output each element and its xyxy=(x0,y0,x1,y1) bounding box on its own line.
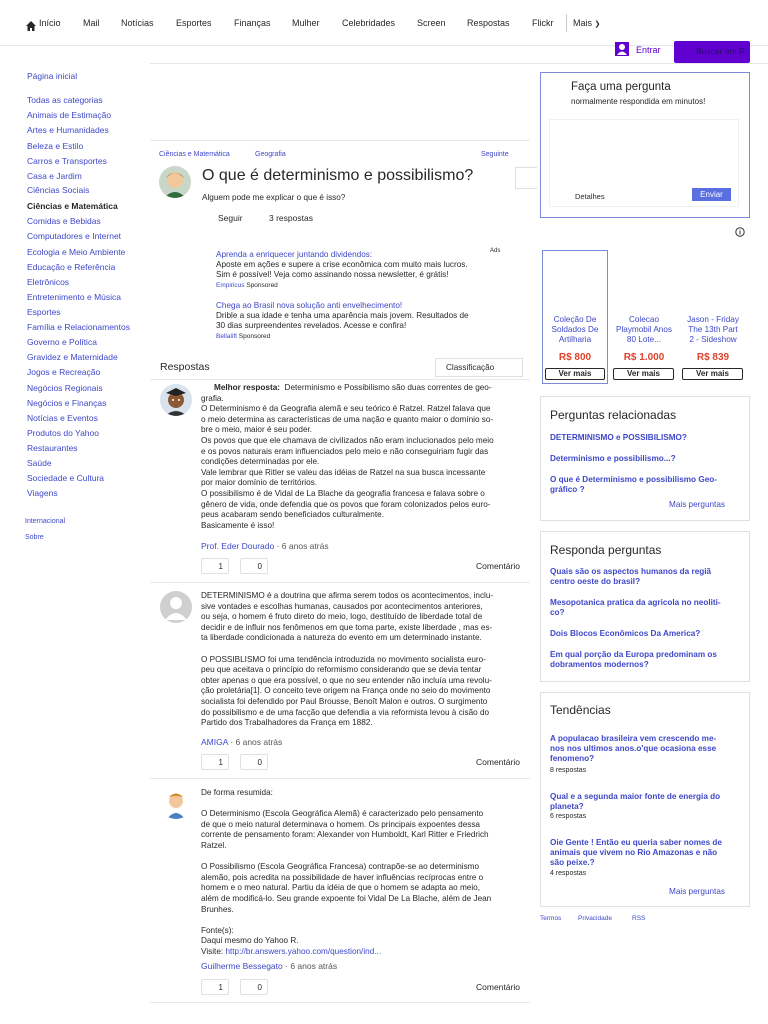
open-question[interactable] xyxy=(550,567,740,587)
product-2-more-button[interactable] xyxy=(613,368,674,380)
thumbs-up-count: 1 xyxy=(218,983,223,992)
open-question-line: Dois Blocos Econômicos Da America? xyxy=(550,629,701,638)
answer-1-line xyxy=(201,383,523,394)
sidebar-item-category[interactable]: Viagens xyxy=(27,488,58,498)
sidebar-item-category[interactable]: Ecologia e Meio Ambiente xyxy=(27,247,126,257)
answer-3-line: Fonte(s): xyxy=(201,925,234,935)
answer-3-line: Daqui mesmo do Yahoo R. xyxy=(201,936,299,946)
open-question[interactable] xyxy=(550,598,740,618)
trending-question-line: fenomeno? xyxy=(550,754,595,763)
answer-2-time: · 6 anos atrás xyxy=(230,737,283,747)
answer-3-author-link[interactable]: Guilherme Bessegato xyxy=(201,961,283,971)
answer-divider xyxy=(150,582,530,583)
answer-2-thumbs-down[interactable] xyxy=(240,754,268,770)
question-title: O que é determinismo e possibilismo? xyxy=(202,167,474,184)
answer-2-line: obter apenas o que era possível, o que no seu entender não incluía uma revolu- xyxy=(201,675,492,685)
ad-1-text-2: Sim é possível! Veja como assinando nossa newsletter, é grátis! xyxy=(216,270,449,279)
sidebar-item-category[interactable]: Todas as categorias xyxy=(27,95,103,105)
answer-2-author-link[interactable]: AMIGA xyxy=(201,737,228,747)
visit-label: Visite: xyxy=(201,946,226,956)
trending-question-line: Qual e a segunda maior fonte de energia do xyxy=(550,792,721,801)
answer-3-text xyxy=(201,788,523,958)
follow-category-link[interactable]: Seguinte xyxy=(481,151,509,158)
answer-1-line: grafia. xyxy=(201,393,224,403)
answer-3-line xyxy=(201,852,523,863)
nav-screen[interactable]: Screen xyxy=(417,18,446,28)
answer-1-text xyxy=(201,383,523,531)
info-icon[interactable] xyxy=(735,224,745,234)
product-1-name-line: Soldados De xyxy=(551,325,599,334)
open-question-line: centro oeste do brasil? xyxy=(550,577,641,586)
product-2-name-line: Colecao xyxy=(628,315,660,324)
answer-3-thumbs-up[interactable] xyxy=(201,979,229,995)
related-title: Perguntas relacionadas xyxy=(550,408,677,422)
ad-2-source-name: Bellalift xyxy=(216,333,237,340)
answer-3-line xyxy=(201,915,523,926)
sidebar-item-category[interactable]: Governo e Política xyxy=(27,337,97,347)
answer-1-comment[interactable]: Comentário xyxy=(476,561,520,571)
related-question[interactable] xyxy=(550,454,740,464)
answer-3-line: O Possibilismo (Escola Geográfica Francesa) contrapõe-se ao determinismo xyxy=(201,862,480,872)
open-question-line: Quais são os aspectos humanos da regiã xyxy=(550,567,712,576)
answer-1-line-0: Determinismo e Possibilismo são duas correntes de geo- xyxy=(284,383,492,392)
trending-question-line: são peixe.? xyxy=(550,858,595,867)
answer-1-author xyxy=(201,541,329,551)
sidebar-item-category[interactable]: Carros e Transportes xyxy=(27,156,107,166)
product-1-price: R$ 800 xyxy=(558,352,592,363)
open-question-line: Em qual porção da Europa predominam os xyxy=(550,650,717,659)
asker-avatar xyxy=(159,166,191,198)
product-1-more-label: Ver mais xyxy=(558,369,592,378)
nav-mail[interactable]: Mail xyxy=(83,18,100,28)
answer-2-line: do possibilismo e de uma facção que defendia a via reformista levou à cisão do xyxy=(201,707,490,717)
thumbs-up-count: 1 xyxy=(218,758,223,767)
send-button[interactable] xyxy=(692,188,731,201)
answer-2-line: sive vontades e escolhas humanas, causados por acontecimentos anteriores, xyxy=(201,601,483,611)
open-question-line: co? xyxy=(550,608,565,617)
trending-more-link[interactable]: Mais perguntas xyxy=(669,887,725,896)
trending-answer-count: 4 respostas xyxy=(550,870,587,877)
sidebar-item-category[interactable]: Família e Relacionamentos xyxy=(27,322,130,332)
thumbs-down-count: 0 xyxy=(257,562,262,571)
nav-more[interactable] xyxy=(573,18,600,28)
answer-1-line: condições determinadas por ele. xyxy=(201,457,320,467)
trending-question-line: animais que vivem no Rio Amazonas e não xyxy=(550,848,718,857)
product-3-name-line: Jason - Friday xyxy=(687,315,739,324)
sidebar-item-international[interactable]: Internacional xyxy=(25,518,66,525)
answer-2-avatar xyxy=(160,591,192,623)
product-1-name-line: Artilharia xyxy=(558,335,592,344)
sidebar-item-category[interactable]: Animais de Estimação xyxy=(27,110,112,120)
signin-link[interactable]: Entrar xyxy=(636,45,661,55)
answer-1-line: peus acabaram sendo beneficiados culturalmente. xyxy=(201,510,384,520)
answer-2-line: DETERMINISMO é a doutrina que afirma serem todos os acontecimentos, inclu- xyxy=(201,591,494,600)
ad-1-title[interactable]: Aprenda a enriquecer juntando dividendos: xyxy=(216,250,373,259)
trending-title: Tendências xyxy=(550,703,611,717)
answer-1-thumbs-up[interactable] xyxy=(201,558,229,574)
trending-question[interactable] xyxy=(550,838,740,868)
sidebar-item-category[interactable]: Negócios Regionais xyxy=(27,383,103,393)
open-question-line: dobramentos modernos? xyxy=(550,660,649,669)
sort-select-label: Classificação xyxy=(446,363,495,372)
search-button-label: Buscar em R xyxy=(696,46,746,56)
answer-1-line: Vale lembrar que Ritler se valeu das idéias de Ratzel na sua busca incessante xyxy=(201,467,486,477)
sidebar xyxy=(0,46,150,1024)
footer-rss[interactable]: RSS xyxy=(632,915,646,922)
answer-3-comment[interactable]: Comentário xyxy=(476,982,520,992)
footer-privacy[interactable]: Privacidade xyxy=(578,915,612,922)
answer-1-time: · 6 anos atrás xyxy=(276,541,329,551)
sidebar-item-category[interactable]: Comidas e Bebidas xyxy=(27,216,101,226)
nav-celebridades[interactable]: Celebridades xyxy=(342,18,396,28)
source-link[interactable]: http://br.answers.yahoo.com/question/ind... xyxy=(225,946,382,956)
answer-1-thumbs-down[interactable] xyxy=(240,558,268,574)
product-1-name[interactable] xyxy=(543,315,607,345)
product-1-name-line: Coleção De xyxy=(553,315,597,324)
answer-2-line: ou seja, o homem é fruto direto do meio, logo, destituído de liberdade total de xyxy=(201,612,483,622)
sidebar-item-category[interactable]: Educação e Referência xyxy=(27,262,116,272)
related-question-line: O que é Determinismo e possibilismo Geo- xyxy=(550,475,717,484)
nav-divider xyxy=(566,14,567,32)
sidebar-item-category[interactable]: Eletrônicos xyxy=(27,277,70,287)
nav-respostas[interactable]: Respostas xyxy=(467,18,510,28)
ad-area-divider xyxy=(150,140,530,141)
product-3-price: R$ 839 xyxy=(696,352,730,363)
product-3-more-button[interactable] xyxy=(682,368,743,380)
question-body: Alguem pode me explicar o que é isso? xyxy=(202,193,346,202)
sidebar-item-category[interactable]: Artes e Humanidades xyxy=(27,125,109,135)
trending-question-line: nos nos ultimos anos.o'que ocasiona esse xyxy=(550,744,717,753)
answer-3-thumbs-down[interactable] xyxy=(240,979,268,995)
trending-question-line: planeta? xyxy=(550,802,584,811)
sidebar-item-category[interactable]: Entretenimento e Música xyxy=(27,292,122,302)
answer-3-line: O Determinismo (Escola Geográfica Alemã) é caracterizado pelo pensamento xyxy=(201,809,484,819)
related-question-line: gráfico ? xyxy=(550,485,585,494)
sort-select[interactable] xyxy=(435,358,523,377)
answer-3-avatar xyxy=(160,787,192,819)
product-2-more-label: Ver mais xyxy=(627,369,660,378)
ad-1-sponsored: Sponsored xyxy=(246,282,278,289)
ad-2-text-1: Drible a sua idade e tenha uma aparência mais jovem. Resultados de xyxy=(216,311,469,320)
product-3-name-line: The 13th Part xyxy=(688,325,738,334)
search-button[interactable] xyxy=(674,41,750,63)
answer-2-line: Partido dos Trabalhadores da França em 1882. xyxy=(201,718,373,728)
answer-3-line: corrente de pensamento foram: Alexander von Humboldt, Karl Ritter e Friedrich xyxy=(201,830,489,840)
thumbs-down-count: 0 xyxy=(257,983,262,992)
answer-1-line: Os povos que que ele chamava de civilizados não eram inclucionados pelo meio xyxy=(201,435,494,445)
ad-2-title[interactable]: Chega ao Brasil nova solução anti envelhecimento! xyxy=(216,301,403,310)
related-question[interactable] xyxy=(550,433,740,443)
answer-2-line: ção proletária[1]. O conceito teve origem na França onde no seio do movimento xyxy=(201,686,491,696)
thumbs-down-count: 0 xyxy=(257,758,262,767)
trending-question-line: A populacao brasileira vem crescendo me- xyxy=(550,734,717,743)
sidebar-item-category[interactable]: Computadores e Internet xyxy=(27,231,122,241)
product-2-price: R$ 1.000 xyxy=(623,352,665,363)
trending-question-line: Oie Gente ! Então eu queria saber nomes de xyxy=(550,838,722,847)
sidebar-item-category[interactable]: Gravidez e Maternidade xyxy=(27,352,118,362)
share-box[interactable] xyxy=(515,167,537,189)
sidebar-item-about[interactable]: Sobre xyxy=(25,534,44,541)
nav-flickr[interactable]: Flickr xyxy=(532,18,554,28)
open-question-line: Mesopotanica pratica da agricola no neoliti- xyxy=(550,598,721,607)
ads-label: Ads xyxy=(490,248,501,254)
sidebar-item-category[interactable]: Notícias e Eventos xyxy=(27,413,98,423)
answer-1-avatar xyxy=(160,384,192,416)
nav-mulher[interactable]: Mulher xyxy=(292,18,320,28)
follow-button[interactable]: Seguir xyxy=(218,213,243,223)
answer-3-line: Ratzel. xyxy=(201,840,227,850)
details-link[interactable]: Detalhes xyxy=(575,192,605,201)
ad-2-text-2: 30 dias surpreendentes revelados. Acesse e confira! xyxy=(216,321,407,330)
answer-3-visit xyxy=(201,947,523,958)
sidebar-item-home[interactable]: Página inicial xyxy=(27,71,78,81)
answer-2-line: socialista foi defendido por Paul Brousse, Benoît Malon e outros. O surgimento xyxy=(201,696,488,706)
answer-1-line: bre o meio, maior é seu poder. xyxy=(201,425,313,435)
related-more-link[interactable]: Mais perguntas xyxy=(669,500,725,509)
answer-3-line: além de modificá-lo. Seu grande expoente foi Vidal De La Blache, além de Jean xyxy=(201,893,492,903)
sidebar-item-category[interactable]: Casa e Jardim xyxy=(27,171,82,181)
trending-question[interactable] xyxy=(550,734,740,764)
sidebar-item-category[interactable]: Ciências Sociais xyxy=(27,185,90,195)
nav-esportes[interactable]: Esportes xyxy=(176,18,212,28)
product-3-name[interactable] xyxy=(680,315,746,345)
answer-1-author-link[interactable]: Prof. Eder Dourado xyxy=(201,541,275,551)
sidebar-item-category[interactable]: Esportes xyxy=(27,307,61,317)
sidebar-item-category[interactable]: Saúde xyxy=(27,458,52,468)
thumbs-up-count: 1 xyxy=(218,562,223,571)
product-3-name-line: 2 - Sideshow xyxy=(689,335,737,344)
open-question[interactable] xyxy=(550,629,740,639)
sidebar-item-category[interactable]: Beleza e Estilo xyxy=(27,141,84,151)
footer-terms[interactable]: Termos xyxy=(540,915,562,922)
answers-divider xyxy=(150,379,530,380)
breadcrumb-subcategory[interactable]: Geografia xyxy=(255,151,286,158)
answer-2-line: ta liberdade condicionada a natureza do evento em um determinado instante. xyxy=(201,633,482,643)
answer-3-line: Brunhes. xyxy=(201,904,234,914)
answer-3-line xyxy=(201,799,523,810)
related-question[interactable] xyxy=(550,475,740,495)
nav-inicio[interactable]: Início xyxy=(39,18,61,28)
answer-1-line: o meio determina as características de uma nação e quanto maior o domínio so- xyxy=(201,414,494,424)
product-3-more-label: Ver mais xyxy=(696,369,729,378)
answer-2-line: peu que aceitava o princípio do reformismo considerando que se devia tentar xyxy=(201,665,482,675)
sidebar-item-category[interactable]: Ciências e Matemática xyxy=(27,201,118,211)
answer-2-line: decidir e de influir nos fenômenos em que toma parte, existe liberdade , mas es- xyxy=(201,622,493,632)
ad-1-source-name: Empiricus xyxy=(216,282,245,289)
ad-1-source xyxy=(216,282,278,289)
ask-title: Faça uma pergunta xyxy=(571,81,671,93)
answer-2-thumbs-up[interactable] xyxy=(201,754,229,770)
answers-count: 3 respostas xyxy=(269,213,313,223)
answer-divider xyxy=(150,778,530,779)
answer-questions-title: Responda perguntas xyxy=(550,543,662,557)
answer-1-line: O possibilismo é de Vidal de La Blache da geografia francesa e falava sobre o xyxy=(201,488,485,498)
answer-1-line: gênero de vida, onde defendia que os povos que foram colonizados pelos euro- xyxy=(201,499,491,509)
trending-answer-count: 8 respostas xyxy=(550,767,587,774)
trending-question[interactable] xyxy=(550,792,740,812)
answer-1-line: por maior domínio de territórios. xyxy=(201,478,318,488)
answer-divider xyxy=(150,1002,530,1003)
related-question-line: DETERMINISMO e POSSIBILISMO? xyxy=(550,433,687,442)
answer-1-line: e os povos naturais eram influenciados pelo meio e não conseguiriam fugir das xyxy=(201,446,489,456)
chevron-down-icon: ❯ xyxy=(594,21,601,28)
sidebar-item-category[interactable]: Sociedade e Cultura xyxy=(27,473,105,483)
sidebar-item-category[interactable]: Produtos do Yahoo xyxy=(27,428,99,438)
ask-subtitle: normalmente respondida em minutos! xyxy=(571,97,706,106)
breadcrumb-category[interactable]: Ciências e Matemática xyxy=(159,151,230,158)
answer-3-line: De forma resumida: xyxy=(201,788,273,797)
send-button-label: Enviar xyxy=(700,190,723,199)
answer-2-line xyxy=(201,644,523,655)
best-answer-label: Melhor resposta: xyxy=(214,383,280,392)
answer-1-line: Basicamente é isso! xyxy=(201,520,275,530)
answers-heading: Respostas xyxy=(160,361,210,373)
answer-3-author xyxy=(201,961,337,971)
product-1-more-button[interactable] xyxy=(545,368,605,380)
answer-3-time: · 6 anos atrás xyxy=(285,961,338,971)
product-2-name-line: 80 Lote... xyxy=(626,335,662,344)
product-2-name-line: Playmobil Anos xyxy=(616,325,672,334)
answer-2-comment[interactable]: Comentário xyxy=(476,757,520,767)
nav-noticias[interactable]: Notícias xyxy=(121,18,154,28)
user-icon[interactable] xyxy=(615,42,629,56)
answer-3-line: de que o meio natural determinava o homem. Os principais expoentes dessa xyxy=(201,819,480,829)
answer-2-author xyxy=(201,737,282,747)
sidebar-item-category[interactable]: Restaurantes xyxy=(27,443,78,453)
sidebar-item-category[interactable]: Negócios e Finanças xyxy=(27,398,107,408)
nav-more-label: Mais xyxy=(573,18,593,28)
answer-3-line: homem e o meo natural. Partiu da idéia de que o homem se adapta ao meio, xyxy=(201,883,480,893)
answer-3-line: alemão, pois acredita na possibilidade de haver influências recíprocas entre o xyxy=(201,872,484,882)
ad-2-source xyxy=(216,333,270,340)
answer-1-line: O Determinismo é da Geografia alemã e seu teórico é Ratzel. Ratzel falava que xyxy=(201,404,491,414)
ad-1-text-1: Aposte em ações e supere a crise econômica com muito mais lucros. xyxy=(216,260,468,269)
open-question[interactable] xyxy=(550,650,740,670)
ad-2-sponsored: Sponsored xyxy=(238,333,271,340)
answer-2-text xyxy=(201,591,523,729)
answer-2-line: O POSSIBLISMO foi uma tendência introduzida no movimento socialista euro- xyxy=(201,654,486,664)
home-icon[interactable] xyxy=(26,18,36,28)
nav-financas[interactable]: Finanças xyxy=(234,18,271,28)
related-question-line: Determinismo e possibilismo...? xyxy=(550,454,676,463)
sidebar-item-category[interactable]: Jogos e Recreação xyxy=(27,367,101,377)
product-2-name[interactable] xyxy=(610,315,678,345)
trending-answer-count: 6 respostas xyxy=(550,813,587,820)
